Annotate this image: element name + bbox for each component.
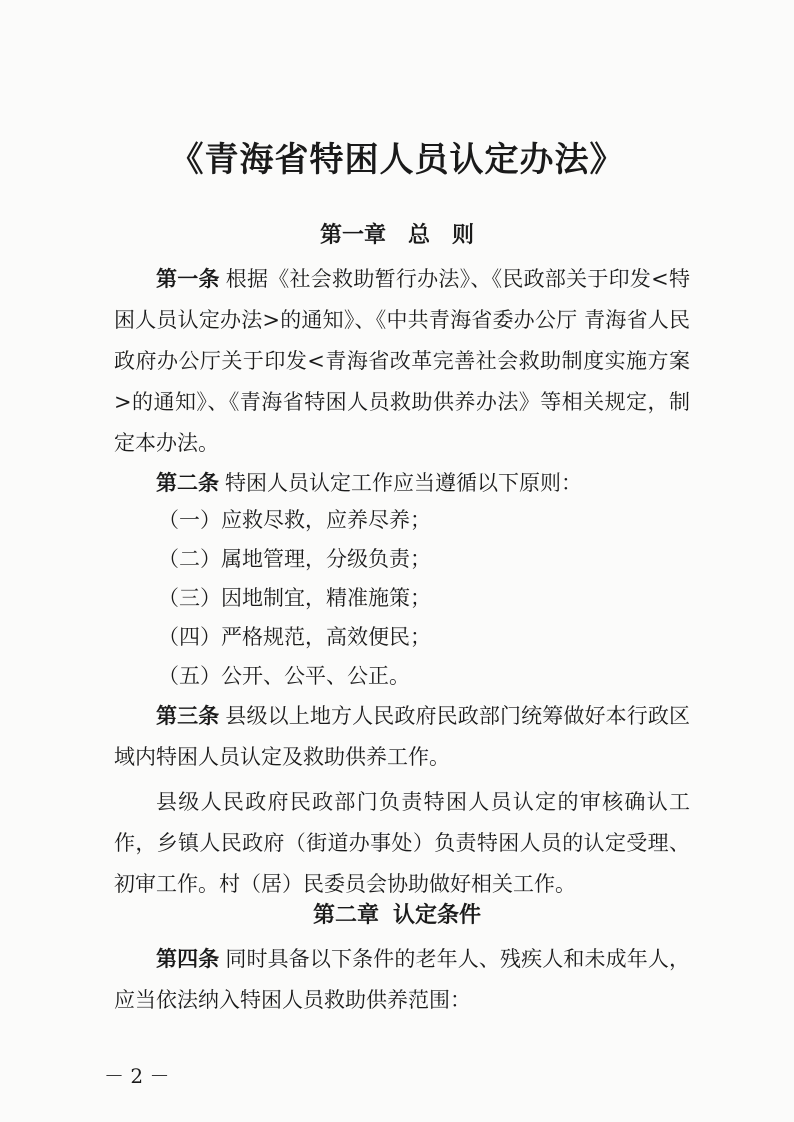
article-3: [114, 695, 690, 778]
page-number: － 2 －: [104, 1064, 170, 1088]
principle-item: （一）应救尽救，应养尽养；: [158, 508, 431, 532]
chapter-1-number: 第一章: [319, 222, 386, 248]
article-4-lead: 第四条: [156, 946, 220, 971]
principle-item: （二）属地管理，分级负责；: [158, 547, 431, 571]
principle-item: （三）因地制宜，精准施策；: [158, 586, 431, 610]
article-1: [114, 258, 690, 464]
principle-item: （五）公开、公平、公正。: [158, 664, 410, 688]
article-2-text: 特困人员认定工作应当遵循以下原则：: [225, 471, 582, 495]
article-4: [114, 938, 690, 1021]
document-title: 《青海省特困人员认定办法》: [169, 140, 625, 180]
article-3-lead: 第三条: [156, 703, 220, 728]
chapter-1-heading: [0, 218, 794, 249]
chapter-2-name: 认定条件: [393, 902, 482, 928]
article-2-lead: 第二条: [156, 470, 219, 495]
article-3-text: 县级以上地方人民政府民政部门统筹做好本行政区域内特困人员认定及救助供养工作。: [114, 704, 690, 769]
article-2: [114, 462, 690, 504]
article-1-text: 根据《社会救助暂行办法》、《民政部关于印发<特困人员认定办法>的通知》、《中共青海省委办公厅 青海省人民政府办公厅关于印发<青海省改革完善社会救助制度实施方案>的通知》、《青海省特困人员救助供养办法》等相关规定，制定本办法。: [114, 267, 691, 455]
article-1-lead: 第一条: [156, 266, 220, 291]
article-3-paragraph-2: 县级人民政府民政部门负责特困人员认定的审核确认工作，乡镇人民政府（街道办事处）负责特困人员的认定受理、初审工作。村（居）民委员会协助做好相关工作。: [114, 790, 690, 896]
article-4-text: 同时具备以下条件的老年人、残疾人和未成年人，应当依法纳入特困人员救助供养范围：: [114, 947, 690, 1012]
chapter-2-heading: [0, 898, 794, 929]
chapter-2-number: 第二章: [312, 902, 379, 928]
chapter-1-name: 总 则: [408, 222, 475, 248]
principle-item: （四）严格规范，高效便民；: [158, 625, 431, 649]
